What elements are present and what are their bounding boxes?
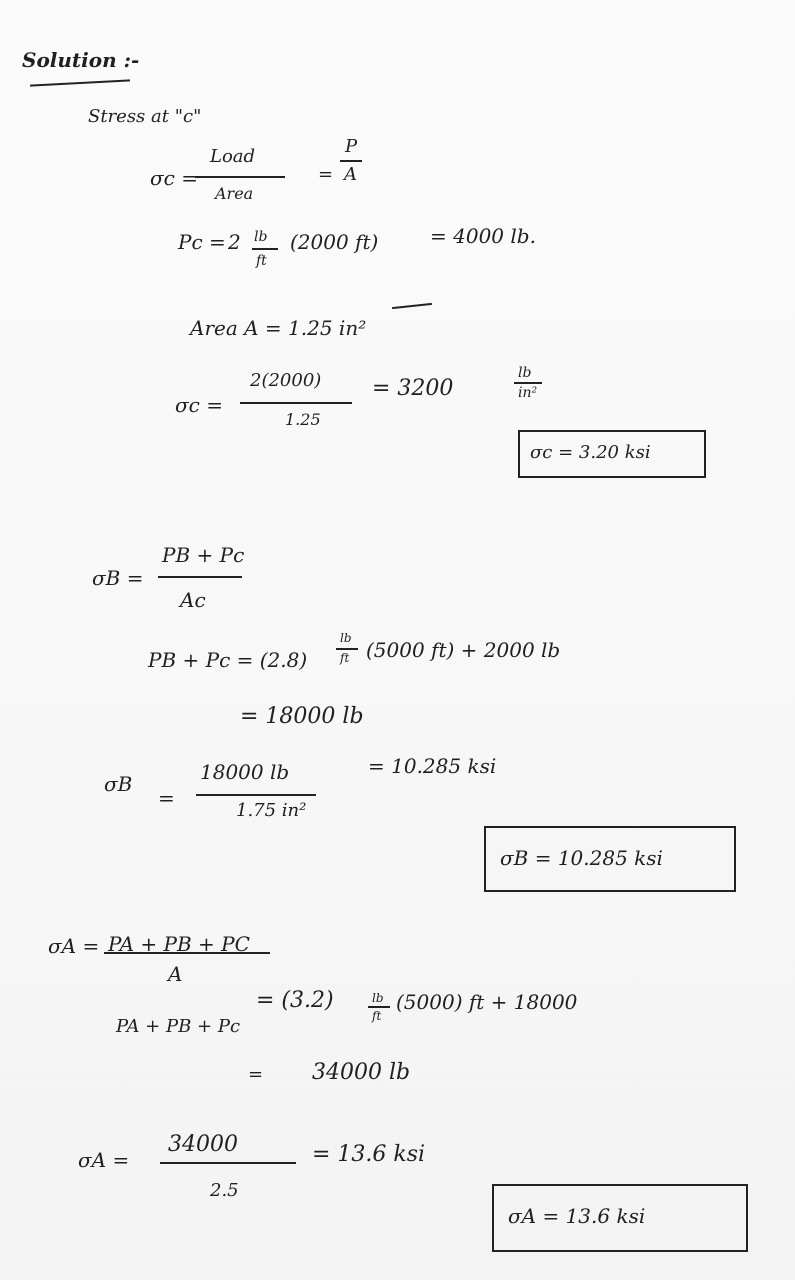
fraction-bar — [158, 576, 242, 578]
calc-numerator: 18000 lb — [200, 760, 290, 784]
fraction-bar — [340, 160, 362, 162]
sum-rest: (5000) ft + 18000 — [396, 990, 578, 1014]
unit-lb: lb — [372, 991, 384, 1005]
area-denominator: Area — [215, 184, 254, 203]
unit-fraction-bar — [514, 382, 542, 384]
calc-numerator: 2(2000) — [250, 370, 322, 391]
unit-fraction-bar — [368, 1006, 390, 1008]
sigma-b-symbol: σB — [104, 772, 133, 796]
stress-at-c-heading: Stress at "c" — [88, 106, 202, 127]
fraction-bar — [104, 952, 270, 954]
fraction-bar — [196, 794, 316, 796]
calc-numerator: 34000 — [168, 1132, 238, 1157]
calc-result: = 10.285 ksi — [368, 754, 497, 778]
equals-sign: = — [158, 786, 175, 810]
unit-lb: lb — [518, 365, 532, 381]
area-line: Area A = 1.25 in² — [190, 316, 367, 340]
equals-sign: = — [318, 164, 334, 185]
pa-pb-pc-numerator: PA + PB + PC — [108, 932, 250, 956]
calc-result: = 3200 — [372, 376, 454, 401]
unit-ft: ft — [372, 1009, 382, 1023]
calc-denominator: 1.75 in² — [236, 800, 307, 821]
sigma-c-symbol: σc = — [175, 393, 223, 417]
calc-denominator: 1.25 — [285, 410, 321, 429]
pb-pc-result: = 18000 lb — [240, 704, 364, 729]
pb-pc-expression: PB + Pc = (2.8) — [148, 648, 308, 672]
answer-box-c — [518, 430, 706, 478]
sum-mid: = (3.2) — [256, 988, 334, 1013]
calc-denominator: 2.5 — [210, 1180, 239, 1201]
sigma-a-symbol: σA = — [78, 1148, 130, 1172]
answer-box-b — [484, 826, 736, 892]
unit-ft: ft — [340, 651, 350, 665]
calc-result: = 13.6 ksi — [312, 1142, 426, 1167]
fraction-bar — [195, 176, 285, 178]
fraction-bar — [160, 1162, 296, 1164]
unit-ft: ft — [256, 253, 267, 269]
sum-result: 34000 lb — [312, 1060, 411, 1085]
ac-denominator: Ac — [180, 588, 206, 612]
pb-pc-rest: (5000 ft) + 2000 lb — [366, 638, 561, 662]
pc-symbol: Pc = — [178, 230, 226, 254]
answer-sigma-b: σB = 10.285 ksi — [500, 846, 663, 870]
sigma-a-symbol: σA = — [48, 934, 100, 958]
unit-fraction-bar — [252, 248, 278, 250]
answer-sigma-a: σA = 13.6 ksi — [508, 1204, 646, 1228]
pc-value: 2 — [228, 230, 241, 254]
area-underline — [392, 303, 432, 309]
pc-paren: (2000 ft) — [290, 230, 379, 254]
a-denominator: A — [344, 164, 357, 185]
answer-box-a — [492, 1184, 748, 1252]
a-denominator: A — [168, 962, 183, 986]
fraction-bar — [240, 402, 352, 404]
unit-lb: lb — [340, 631, 352, 645]
pc-result: = 4000 lb. — [430, 224, 536, 248]
unit-in2: in² — [518, 385, 538, 401]
title-underline — [30, 79, 130, 86]
load-numerator: Load — [210, 146, 256, 167]
sigma-c-symbol: σc = — [150, 166, 198, 190]
unit-fraction-bar — [336, 648, 358, 650]
solution-title: Solution :- — [22, 48, 140, 72]
p-numerator: P — [345, 136, 358, 157]
pb-pc-numerator: PB + Pc — [162, 543, 245, 567]
equals-sign: = — [248, 1064, 264, 1085]
sum-lhs: PA + PB + Pc — [116, 1016, 241, 1037]
unit-lb: lb — [254, 229, 268, 245]
answer-sigma-c: σc = 3.20 ksi — [530, 442, 651, 463]
sigma-b-symbol: σB = — [92, 566, 144, 590]
